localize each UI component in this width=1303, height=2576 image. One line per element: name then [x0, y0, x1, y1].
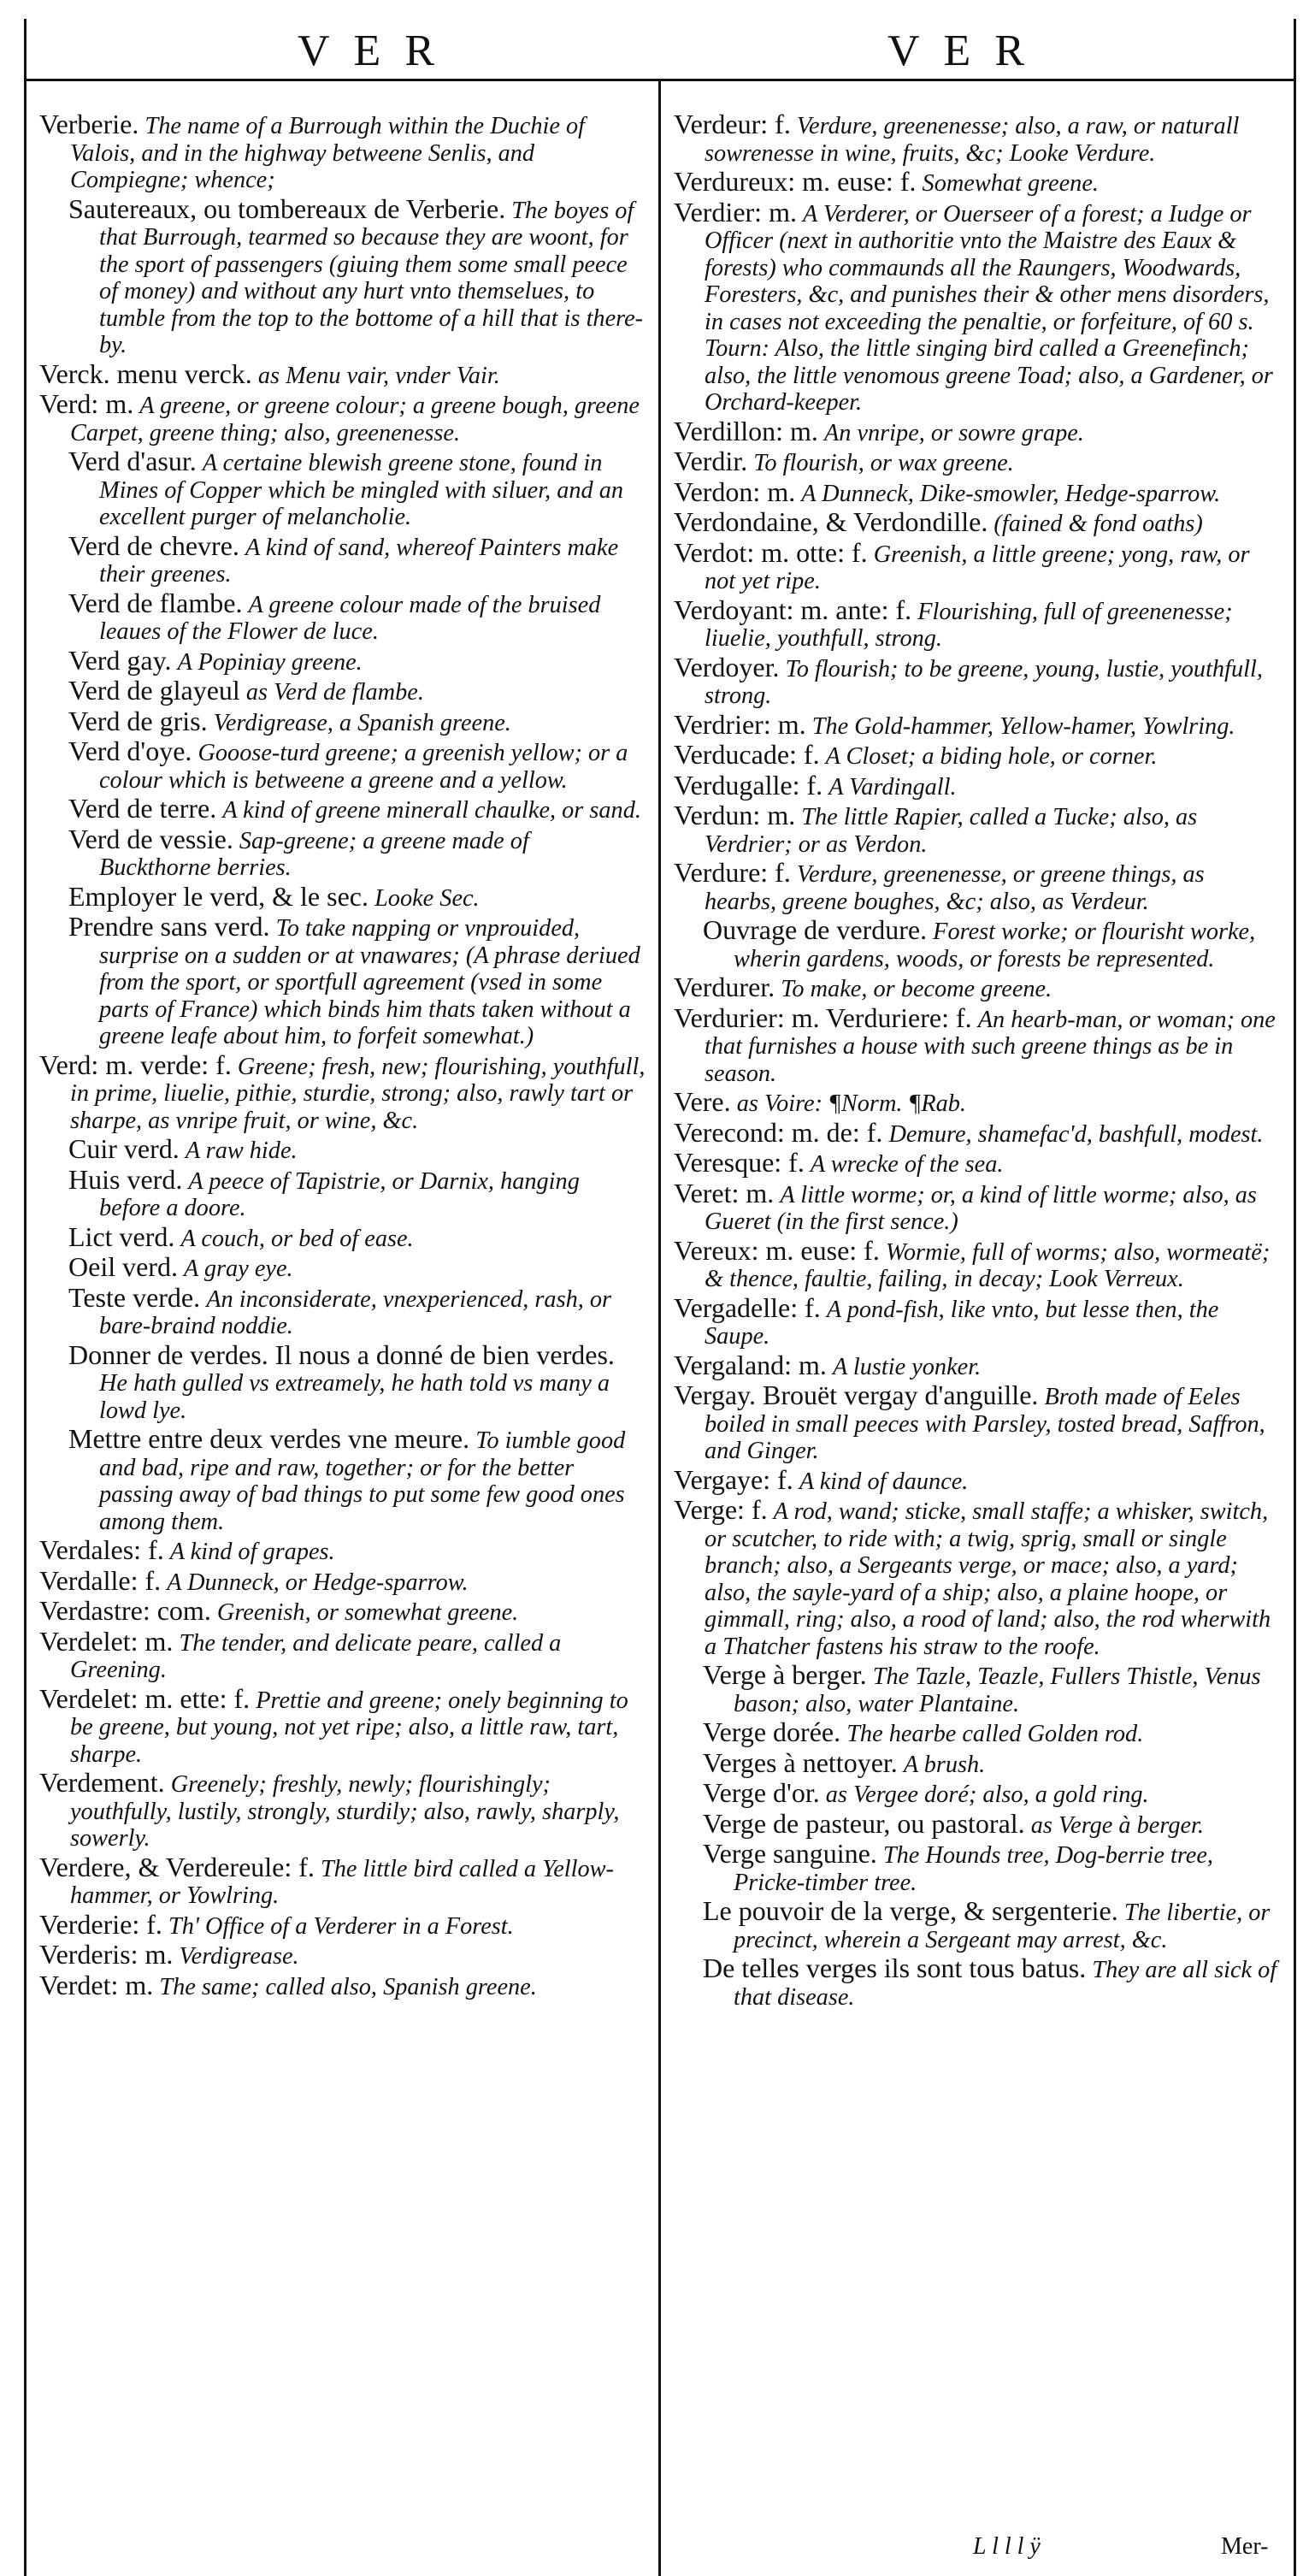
dictionary-entry: [39, 1564, 646, 1597]
right-border: [1294, 19, 1296, 2576]
headword: Verd: m. verde: f.: [39, 1049, 232, 1080]
headword: Verge à berger.: [703, 1659, 867, 1690]
dictionary-entry: [39, 111, 646, 194]
definition: A kind of daunce.: [799, 1468, 969, 1495]
headword: Verge d'or.: [703, 1777, 820, 1808]
definition: The Gold-hammer, Yellow-hamer, Yowlring.: [811, 712, 1235, 740]
dictionary-entry: [39, 529, 646, 588]
dictionary-entry: [674, 415, 1281, 447]
headword: Verck. menu verck.: [39, 357, 252, 389]
headword: Verdet: m.: [39, 1969, 154, 2000]
headword: Verdelet: m.: [39, 1625, 174, 1657]
definition: The libertie, or precinct, wherein a Sergeant may arrest, &c.: [734, 1900, 1271, 1953]
headword: Vergaland: m.: [674, 1349, 827, 1380]
headword: Ouvrage de verdure.: [703, 914, 928, 945]
definition: A gray eye.: [184, 1256, 293, 1282]
dictionary-entry: [39, 192, 646, 359]
definition: A lustie yonker.: [833, 1353, 982, 1380]
dictionary-entry: [39, 1220, 646, 1253]
headword: Veret: m.: [674, 1177, 775, 1208]
definition: Prettie and greene; onely beginning to be greene, but young, not yet ripe; also, a little raw, tart, sharpe.: [70, 1687, 628, 1768]
left-column: [39, 111, 646, 2002]
dictionary-entry: [674, 1807, 1281, 1840]
dictionary-entry: [674, 1494, 1281, 1660]
dictionary-entry: [674, 708, 1281, 741]
definition: The Tazle, Teazle, Fullers Thistle, Venus bason; also, water Plantaine.: [734, 1663, 1261, 1717]
right-column: [674, 111, 1281, 2012]
dictionary-entry: [674, 651, 1281, 710]
definition: A raw hide.: [185, 1137, 298, 1164]
definition: Verdure, greenenesse, or greene things, as hearbs, greene boughes, &c; also, as Verdeur.: [705, 861, 1205, 915]
definition: Greenish, or somewhat greene.: [216, 1599, 519, 1626]
header-right: VER: [887, 27, 1048, 75]
dictionary-entry: [39, 1281, 646, 1340]
dictionary-entry: [39, 1682, 646, 1769]
headword: Verdales: f.: [39, 1534, 164, 1565]
definition: To flourish; to be greene, young, lustie, youthfull, strong.: [705, 655, 1263, 709]
definition: The hearbe called Golden rod.: [846, 1721, 1144, 1747]
definition: A kind of grapes.: [169, 1539, 335, 1565]
definition: A rod, wand; sticke, small staffe; a whisker, switch, or scutcher, to ride with; a twig, sprig, small or single branch; also, a Sergeants verge, or mace; also, a yard; also, the sayle-yard of a ship; also, a plaine hoope, or gimmall, ring; also, a rood of land; also, the rod wherwith a Thatcher fastens his straw to the roofe.: [705, 1498, 1271, 1660]
headword: Verdalle: f.: [39, 1564, 162, 1596]
definition: Gooose-turd greene; a greenish yellow; or a colour which is betweene a greene and a yellow.: [99, 740, 628, 794]
dictionary-entry: [39, 1595, 646, 1627]
definition: A Dunneck, or Hedge-sparrow.: [167, 1569, 469, 1596]
headword: Verderis: m.: [39, 1939, 174, 1970]
dictionary-entry: [674, 741, 1281, 771]
definition: An inconsiderate, vnexperienced, rash, or bare-braind noddie.: [99, 1285, 612, 1339]
headword: Verd de flambe.: [68, 587, 243, 618]
headword: Verd de gris.: [68, 705, 208, 736]
dictionary-entry: [674, 594, 1281, 653]
headword: Vereux: m. euse: f.: [674, 1234, 880, 1266]
headword: Verd de terre.: [68, 793, 217, 824]
definition: (fained & fond oaths): [993, 511, 1203, 537]
headword: Verdureux: m. euse: f.: [674, 166, 917, 197]
dictionary-entry: [674, 1463, 1281, 1496]
dictionary-entry: [39, 738, 646, 794]
dictionary-entry: [39, 913, 646, 1050]
dictionary-entry: [674, 1234, 1281, 1293]
dictionary-entry: [674, 1349, 1281, 1381]
dictionary-entry: [39, 1851, 646, 1910]
definition: Verdigrease, a Spanish greene.: [213, 709, 511, 736]
dictionary-entry: [674, 974, 1281, 1003]
dictionary-entry: [674, 1116, 1281, 1149]
definition: The little Rapier, called a Tucke; also, as Verdrier; or as Verdon.: [705, 804, 1198, 858]
headword: Employer le verd, & le sec.: [68, 880, 368, 912]
definition: Somewhat greene.: [922, 170, 1099, 197]
dictionary-entry: [39, 705, 646, 737]
headword: Verge: f.: [674, 1494, 768, 1525]
definition: A Popiniay greene.: [177, 648, 363, 676]
headword: Sautereaux, ou tombereaux de Verberie.: [68, 192, 506, 224]
dictionary-entry: [39, 1534, 646, 1566]
definition: Looke Sec.: [374, 884, 480, 912]
dictionary-entry: [39, 1423, 646, 1535]
headword: Le pouvoir de la verge, & sergenterie.: [703, 1895, 1118, 1926]
headword: Verge sanguine.: [703, 1838, 877, 1869]
headword: Verdelet: m. ette: f.: [39, 1682, 251, 1714]
dictionary-entry: [674, 857, 1281, 915]
header-left: VER: [298, 27, 458, 75]
headword: Donner de verdes. Il nous a donné de bien verdes.: [68, 1338, 615, 1370]
headword: Verd de glayeul: [68, 675, 240, 706]
headword: Verd gay.: [68, 644, 172, 676]
headword: Verdier: m.: [674, 196, 797, 227]
headword: Verdoyer.: [674, 651, 780, 682]
headword: Verdillon: m.: [674, 415, 818, 446]
dictionary-entry: [39, 644, 646, 676]
headword: Verdrier: m.: [674, 708, 806, 740]
headword: Verdement.: [39, 1767, 165, 1798]
dictionary-entry: [674, 448, 1281, 477]
headword: Verd de vessie.: [68, 823, 233, 854]
dictionary-entry: [674, 1777, 1281, 1809]
definition: An hearb-man, or woman; one that furnishes a house with such greene things as be in season.: [705, 1006, 1276, 1087]
headword: Verge de pasteur, ou pastoral.: [703, 1807, 1025, 1839]
headword: Teste verde.: [68, 1281, 201, 1313]
headword: Verecond: m. de: f.: [674, 1116, 883, 1148]
headword: Vere.: [674, 1086, 731, 1117]
definition: Verdigrease.: [179, 1943, 299, 1970]
headword: Verdun: m.: [674, 800, 796, 830]
headword: Verdon: m.: [674, 476, 796, 507]
headword: Verdot: m. otte: f.: [674, 536, 868, 568]
dictionary-entry: [674, 1177, 1281, 1236]
dictionary-entry: [674, 1086, 1281, 1118]
headword: Lict verd.: [68, 1220, 175, 1252]
definition: Demure, shamefac'd, bashfull, modest.: [888, 1120, 1264, 1148]
dictionary-entry: [674, 168, 1281, 198]
dictionary-entry: [674, 769, 1281, 801]
definition: Sap-greene; a greene made of Buckthorne berries.: [99, 827, 529, 881]
headword: Verducade: f.: [674, 739, 820, 770]
headword: Verberie.: [39, 109, 139, 139]
dictionary-entry: [674, 1746, 1281, 1779]
dictionary-entry: [674, 1001, 1281, 1088]
dictionary-entry: [674, 1895, 1281, 1953]
headword: Huis verd.: [68, 1163, 183, 1195]
dictionary-entry: [674, 506, 1281, 538]
headword: Verdeur: f.: [674, 109, 791, 139]
headword: Mettre entre deux verdes vne meure.: [68, 1423, 470, 1454]
dictionary-entry: [39, 1133, 646, 1165]
dictionary-entry: [39, 823, 646, 882]
dictionary-entry: [39, 1908, 646, 1941]
definition: The same; called also, Spanish greene.: [159, 1973, 537, 2000]
dictionary-entry: [39, 1941, 646, 1970]
dictionary-entry: [39, 1767, 646, 1852]
definition: The boyes of that Burrough, tearmed so because they are woont, for the sport of passengers (giuing them some small peece of money) and without any hurt vnto themselues, to tumble from the top to the bottome of a hill that is there-by.: [99, 197, 644, 358]
definition: A certaine blewish greene stone, found in Mines of Copper which be mingled with siluer, and an excellent purger of melancholie.: [99, 450, 624, 530]
definition: Greene; fresh, new; flourishing, youthfull, in prime, liuelie, pithie, sturdie, strong; also, rawly tart or sharpe, as vnripe fruit, or wine, &c.: [70, 1053, 646, 1134]
headword: Verderie: f.: [39, 1908, 162, 1940]
dictionary-entry: [39, 1338, 646, 1425]
catchword: Mer-: [1221, 2533, 1269, 2560]
definition: To make, or become greene.: [781, 976, 1052, 1002]
headword: Verdugalle: f.: [674, 769, 823, 801]
dictionary-entry: [674, 802, 1281, 858]
page-frame: [24, 19, 1296, 2576]
dictionary-entry: [39, 587, 646, 646]
dictionary-entry: [39, 677, 646, 706]
definition: A Vardingall.: [828, 773, 957, 801]
headword: Verdere, & Verdereule: f.: [39, 1851, 315, 1882]
headword: Verdir.: [674, 446, 748, 476]
definition: A kind of greene minerall chaulke, or sand.: [222, 797, 641, 824]
dictionary-entry: [674, 1716, 1281, 1748]
definition: as Vergee doré; also, a gold ring.: [825, 1781, 1149, 1808]
dictionary-entry: [39, 1251, 646, 1283]
definition: A little worme; or, a kind of little worme; also, as Gueret (in the first sence.): [705, 1181, 1257, 1235]
dictionary-entry: [674, 1291, 1281, 1350]
definition: as Voire: ¶Norm. ¶Rab.: [736, 1090, 966, 1117]
definition: Forest worke; or flourisht worke, wherin gardens, woods, or forests be represented.: [734, 919, 1256, 972]
headword: Verd d'oye.: [68, 736, 192, 766]
dictionary-entry: [674, 1840, 1281, 1896]
definition: as Verge à berger.: [1030, 1811, 1204, 1839]
headword: Veresque: f.: [674, 1147, 805, 1178]
dictionary-entry: [674, 1149, 1281, 1179]
signature-mark: L l l l ÿ: [973, 2533, 1041, 2560]
definition: A greene, or greene colour; a greene bough, greene Carpet, greene thing; also, greenenesse.: [70, 393, 640, 446]
headword: Verdurer.: [674, 972, 775, 1002]
dictionary-entry: [39, 1969, 646, 2001]
headword: Oeil verd.: [68, 1251, 178, 1282]
dictionary-entry: [39, 388, 646, 446]
definition: A couch, or bed of ease.: [180, 1225, 414, 1252]
definition: Wormie, full of worms; also, wormeatë; & thence, faultie, failing, in decay; Look Verreux.: [705, 1238, 1271, 1292]
dictionary-entry: [39, 795, 646, 824]
dictionary-entry: [674, 196, 1281, 417]
definition: A Verderer, or Ouerseer of a forest; a Iudge or Officer (next in authoritie vnto the Maistre des Eaux & forests) who commaunds all the Raungers, Woodwards, Foresters, &c, and punishes their & other mens disorders, in cases not exceeding the penaltie, or forfeiture, of 60 s. Tourn: Also, the little singing bird called a Greenefinch; also, the little venomous greene Toad; also, a Gardener, or Orchard-keeper.: [705, 200, 1273, 416]
definition: The Hounds tree, Dog-berrie tree, Pricke-timber tree.: [734, 1842, 1214, 1896]
column-divider: [658, 79, 661, 2576]
headword: Vergay. Brouët vergay d'anguille.: [674, 1380, 1039, 1410]
headword: Verdurier: m. Verduriere: f.: [674, 1001, 972, 1033]
definition: The little bird called a Yellow-hammer, or Yowlring.: [70, 1855, 614, 1909]
dictionary-entry: [674, 111, 1281, 167]
dictionary-entry: [39, 448, 646, 531]
definition: A pond-fish, like vnto, but lesse then, the Saupe.: [705, 1296, 1219, 1350]
definition: Greenish, a little greene; yong, raw, or not yet ripe.: [705, 541, 1250, 594]
running-header: [24, 19, 1296, 75]
headword: Verdastre: com.: [39, 1595, 211, 1626]
dictionary-entry: [674, 1659, 1281, 1717]
headword: Verge dorée.: [703, 1716, 841, 1747]
definition: A brush.: [903, 1751, 986, 1778]
dictionary-entry: [39, 1049, 646, 1135]
definition: Greenely; freshly, newly; flourishingly; youthfully, lustily, strongly, sturdily; also, rawly, sharply, sowerly.: [70, 1771, 620, 1852]
dictionary-entry: [674, 1382, 1281, 1465]
definition: A Dunneck, Dike-smowler, Hedge-sparrow.: [801, 480, 1221, 507]
definition: Broth made of Eeles boiled in small peeces with Parsley, tosted bread, Saffron, and Ginger.: [705, 1384, 1265, 1464]
headword: Verd: m.: [39, 388, 134, 419]
headword: Vergaye: f.: [674, 1463, 793, 1495]
headword: Verdoyant: m. ante: f.: [674, 594, 912, 625]
dictionary-entry: [39, 1625, 646, 1684]
dictionary-entry: [674, 536, 1281, 595]
definition: as Menu vair, vnder Vair.: [257, 362, 500, 389]
definition: A Closet; a biding hole, or corner.: [825, 743, 1158, 770]
definition: as Verd de flambe.: [245, 679, 424, 706]
headword: Verdure: f.: [674, 857, 791, 888]
definition: The tender, and delicate peare, called a Greening.: [70, 1629, 562, 1683]
definition: To flourish, or wax greene.: [753, 450, 1014, 476]
definition: An vnripe, or sowre grape.: [823, 419, 1084, 446]
headword: Vergadelle: f.: [674, 1291, 821, 1323]
definition: Th' Office of a Verderer in a Forest.: [168, 1912, 514, 1940]
definition: A wrecke of the sea.: [810, 1151, 1004, 1178]
dictionary-entry: [674, 1955, 1281, 2011]
headword: Verd d'asur.: [68, 446, 197, 476]
headword: Verges à nettoyer.: [703, 1746, 898, 1778]
dictionary-entry: [674, 476, 1281, 508]
headword: De telles verges ils sont tous batus.: [703, 1953, 1087, 1983]
dictionary-entry: [39, 880, 646, 913]
definition: To take napping or vnprouided, surprise on a sudden or at vnawares; (A phrase deriued from the sport, or sportfull agreement (vsed in some parts of France) which binds him thats taken without a greene leafe about him, to forfeit somewhat.): [99, 915, 640, 1049]
definition: Verdure, greenenesse; also, a raw, or naturall sowrenesse in wine, fruits, &c; Looke Verdure.: [705, 113, 1240, 167]
dictionary-entry: [39, 1163, 646, 1222]
dictionary-entry: [39, 357, 646, 390]
definition: To iumble good and bad, ripe and raw, together; or for the better passing away of bad things to put some few good ones among them.: [99, 1427, 626, 1535]
definition: A peece of Tapistrie, or Darnix, hanging before a doore.: [99, 1167, 580, 1221]
definition: A greene colour made of the bruised leaues of the Flower de luce.: [99, 591, 601, 645]
definition: Flourishing, full of greenenesse; liuelie, youthfull, strong.: [705, 598, 1233, 652]
headword: Verd de chevre.: [68, 529, 239, 561]
left-border: [24, 19, 27, 2576]
definition: He hath gulled vs extreamely, he hath told vs many a lowd lye.: [99, 1370, 610, 1424]
dictionary-entry: [674, 914, 1281, 972]
definition: They are all sick of that disease.: [734, 1957, 1277, 2011]
headword: Prendre sans verd.: [68, 911, 270, 942]
definition: The name of a Burrough within the Duchie of Valois, and in the highway betweene Senlis, and Compiegne; whence;: [70, 113, 585, 193]
headword: Cuir verd.: [68, 1133, 180, 1164]
definition: A kind of sand, whereof Painters make their greenes.: [99, 534, 619, 588]
headword: Verdondaine, & Verdondille.: [674, 506, 988, 537]
